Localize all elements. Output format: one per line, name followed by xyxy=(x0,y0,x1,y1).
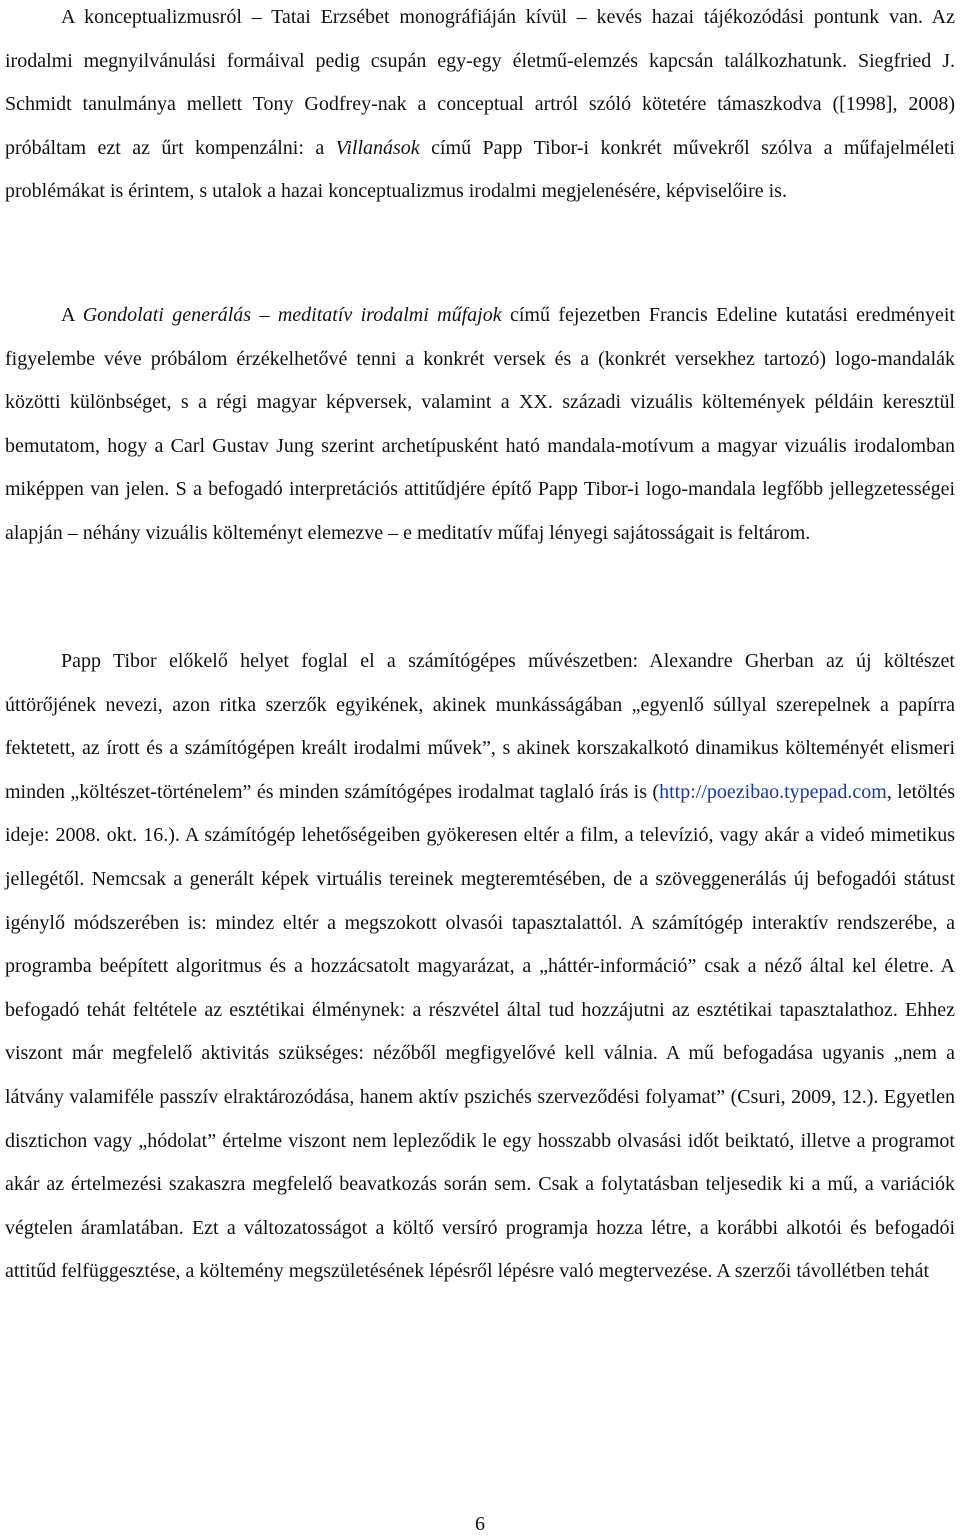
paragraph-text: A xyxy=(61,304,83,326)
paragraph-text: A konceptualizmusról – Tatai Erzsébet monográfiáján kívül – kevés hazai tájékozódási pontunk van. Az irodalmi megnyilvánulási formáival pedig csupán egy-egy életmű-elemzés kapcsán találkozhatunk. Siegfried J. Schmidt tanulmánya mellett Tony Godfrey-nak a conceptual artról szóló kötetére támaszkodva ([1998], 2008) próbáltam ezt az űrt kompenzálni: a xyxy=(5,6,955,159)
paragraph-szamitogepes-muveszet xyxy=(5,640,955,1294)
chapter-title-gondolati-generalas: Gondolati generálás – meditatív irodalmi műfajok xyxy=(82,304,502,326)
paragraph-text: Papp Tibor előkelő helyet foglal el a számítógépes művészetben: Alexandre Gherban az új költészet úttörőjének nevezi, azon ritka szerzők egyikének, akinek munkásságában „egyenlő súllyal szerepelnek a papírra fektetett, az írott és a számítógépen kreált irodalmi művek”, s akinek korszakalkotó dinamikus költeményét elismeri minden „költészet-történelem” és minden számítógépes irodalmat taglaló írás is ( xyxy=(5,650,955,803)
paragraph-text: , letöltés ideje: 2008. okt. 16.). A számítógép lehetőségeiben gyökeresen eltér a film, a televízió, vagy akár a videó mimetikus jellegétől. Nemcsak a generált képek virtuális tereinek megteremtésében, de a szöveggenerálás új befogadói státust igénylő módszerében is: mindez eltér a megszokott olvasói tapasztalattól. A számítógép interaktív rendszerébe, a programba beépített algoritmus és a hozzácsatolt magyarázat, a „háttér-információ” csak a néző által kel életre. A befogadó tehát feltétele az esztétikai élménynek: a részvétel által tud hozzájutni az esztétikai tapasztalathoz. Ehhez viszont már megfelelő aktivitás szükséges: nézőből megfigyelővé kell válnia. A mű befogadása ugyanis „nem a látvány valamiféle passzív elraktározódása, hanem aktív pszichés szerveződési folyamat” (Csuri, 2009, 12.). Egyetlen disztichon vagy „hódolat” értelme viszont nem lepleződik le egy hosszabb olvasási időt beiktató, illetve a programot akár az értelmezési szakaszra megfelelő beavatkozás során sem. Csak a folytatásban teljesedik ki a mű, a variációk végtelen áramlatában. Ezt a változatosságot a költő versíró programja hozza létre, a korábbi alkotói és befogadói attitűd felfüggesztése, a költemény megszületésének lépésről lépésre való megtervezése. A szerzői távollétben tehát xyxy=(5,780,956,1283)
source-link[interactable]: http://poezibao.typepad.com xyxy=(659,780,887,803)
book-title-villanasok: Villanások xyxy=(335,136,420,159)
page-number: 6 xyxy=(475,1513,485,1535)
paragraph-text: című fejezetben Francis Edeline kutatási eredményeit figyelembe véve próbálom érzékelhetővé tenni a konkrét versek és a (konkrét versekhez tartozó) logo-mandalák közötti különbséget, s a régi magyar képversek, valamint a XX. századi vizuális költemények példáin keresztül bemutatom, hogy a Carl Gustav Jung szerint archetípusként ható mandala-motívum a magyar vizuális irodalomban miképpen van jelen. S a befogadó interpretációs attitűdjére építő Papp Tibor-i logo-mandala legfőbb jellegzetességei alapján – néhány vizuális költeményt elemezve – e meditatív műfaj lényegi sajátosságait is feltárom. xyxy=(5,304,955,544)
paragraph-konceptualizmus xyxy=(5,0,955,214)
paragraph-gondolati-generalas xyxy=(5,294,955,556)
paragraph-text: című Papp Tibor-i konkrét művekről szólva a műfajelméleti problémákat is érintem, s utalok a hazai konceptualizmus irodalmi megjelenésére, képviselőire is. xyxy=(5,136,955,203)
